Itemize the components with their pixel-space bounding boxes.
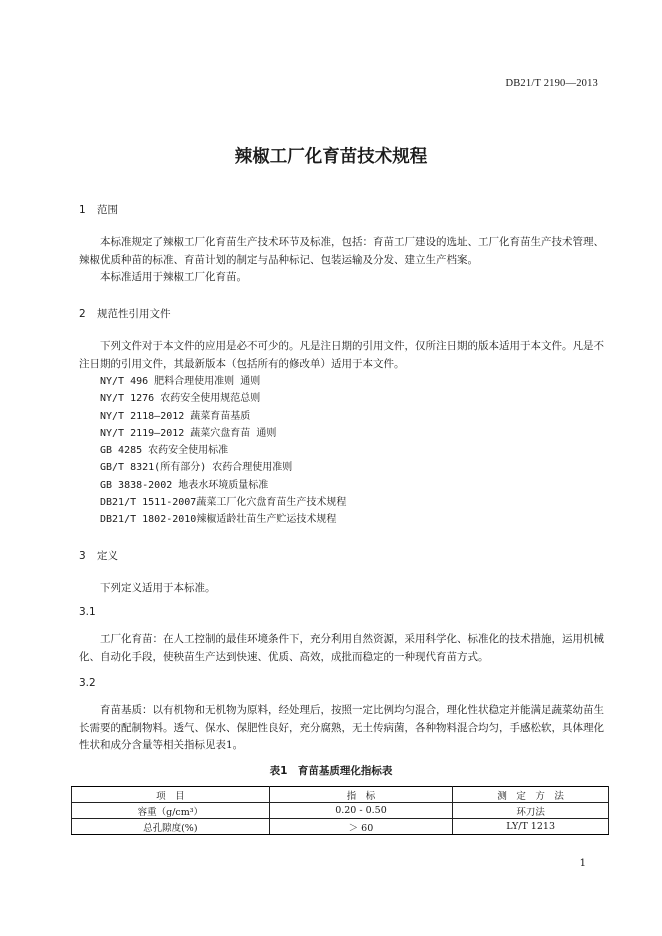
clause-3-2-text: 育苗基质：以有机物和无机物为原料，经处理后，按照一定比例均匀混合，理化性状稳定并能满足蔬菜幼苗生长需要的配制物料。透气、保水、保肥性良好，充分腐熟，无土传病菌，各种物料混合均匀，手感松软，具体理化性状和成分含量等相关指标见表1。 <box>79 704 604 751</box>
table-row <box>72 803 609 819</box>
section-number: 1 <box>79 204 86 216</box>
table-header-cell: 指 标 <box>269 787 453 803</box>
section-1-heading <box>79 202 118 217</box>
reference-list <box>100 373 346 529</box>
substrate-index-table <box>71 786 609 835</box>
reference-item: DB21/T 1802-2010辣椒适龄壮苗生产贮运技术规程 <box>100 514 337 526</box>
table-cell: 0.20 - 0.50 <box>269 803 453 819</box>
table-row <box>72 819 609 835</box>
section-number: 2 <box>79 308 86 320</box>
page-number: 1 <box>579 858 586 869</box>
scope-paragraph-2: 本标准适用于辣椒工厂化育苗。 <box>100 271 247 283</box>
reference-item: DB21/T 1511-2007蔬菜工厂化穴盘育苗生产技术规程 <box>100 497 347 509</box>
section-number: 3 <box>79 550 86 562</box>
section-3-heading <box>79 548 118 563</box>
table-cell: LY/T 1213 <box>453 819 609 835</box>
clause-3-2-number: 3.2 <box>79 677 96 689</box>
reference-item: NY/T 496 肥料合理使用准则 通则 <box>100 376 261 387</box>
reference-item: GB 3838-2002 地表水环境质量标准 <box>100 479 269 491</box>
reference-item: NY/T 1276 农药安全使用规范总则 <box>100 393 261 405</box>
section-2-heading <box>79 306 171 321</box>
normative-refs-intro: 下列文件对于本文件的应用是必不可少的。凡是注日期的引用文件，仅所注日期的版本适用于本文件。凡是不注日期的引用文件，其最新版本（包括所有的修改单）适用于本文件。 <box>79 340 604 370</box>
table-cell: 环刀法 <box>453 803 609 819</box>
reference-item: GB/T 8321(所有部分) 农药合理使用准则 <box>100 462 293 474</box>
definitions-intro: 下列定义适用于本标准。 <box>100 582 216 594</box>
section-title: 定义 <box>97 550 118 562</box>
section-title: 范围 <box>97 204 118 216</box>
clause-3-1-number: 3.1 <box>79 606 96 618</box>
table-caption: 表1 育苗基质理化指标表 <box>269 765 393 777</box>
table-cell: ＞ 60 <box>269 819 453 835</box>
document-title: 辣椒工厂化育苗技术规程 <box>234 147 428 167</box>
reference-item: NY/T 2119—2012 蔬菜穴盘育苗 通则 <box>100 427 277 439</box>
table-header-row <box>72 787 609 803</box>
clause-3-1-text: 工厂化育苗：在人工控制的最佳环境条件下，充分利用自然资源，采用科学化、标准化的技术措施，运用机械化、自动化手段，使秧苗生产达到快速、优质、高效，成批而稳定的一种现代育苗方式。 <box>79 633 604 663</box>
section-title: 规范性引用文件 <box>97 308 171 320</box>
table-cell: 总孔隙度(%) <box>72 819 270 835</box>
reference-item: GB 4285 农药安全使用标准 <box>100 445 229 457</box>
table-header-cell: 项 目 <box>72 787 270 803</box>
table-header-cell: 测 定 方 法 <box>453 787 609 803</box>
reference-item: NY/T 2118—2012 蔬菜育苗基质 <box>100 410 251 422</box>
table-cell: 容重（g/cm³） <box>72 803 270 819</box>
standard-code: DB21/T 2190—2013 <box>505 78 598 89</box>
scope-paragraph-1: 本标准规定了辣椒工厂化育苗生产技术环节及标准，包括：育苗工厂建设的选址、工厂化育苗生产技术管理、辣椒优质种苗的标准、育苗计划的制定与品种标记、包装运输及分发、建立生产档案。 <box>79 236 604 266</box>
